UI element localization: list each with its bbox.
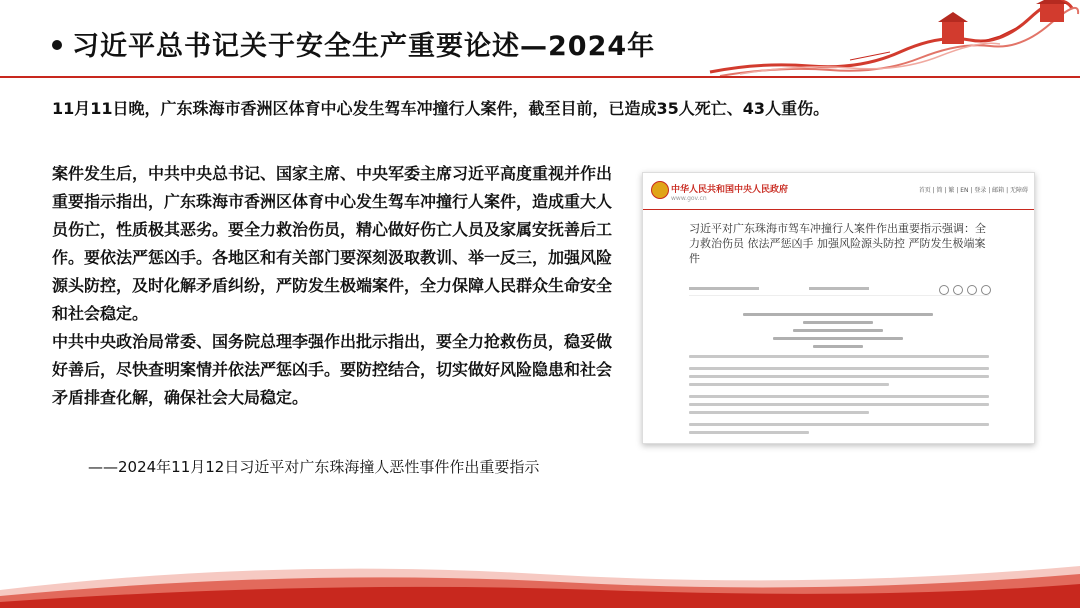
title-bullet bbox=[52, 40, 62, 50]
gov-article-title: 习近平对广东珠海市驾车冲撞行人案件作出重要指示强调：全力救治伤员 依法严惩凶手 加强风险源头防控 严防发生极端案件 bbox=[689, 222, 986, 265]
title-bar bbox=[0, 0, 1080, 78]
bottom-wave-decoration bbox=[0, 560, 1080, 608]
page-title: 习近平总书记关于安全生产重要论述—2024年 bbox=[72, 31, 656, 62]
gov-site-name: 中华人民共和国中央人民政府 bbox=[671, 185, 789, 195]
great-wall-icon bbox=[700, 0, 1080, 78]
gov-site-nav: 首页 | 简 | 繁 | EN | 登录 | 邮箱 | 无障碍 bbox=[918, 187, 1028, 194]
paragraph-li-instruction: 中共中央政治局常委、国务院总理李强作出批示指出，要全力抢救伤员，稳妥做好善后，尽快查明案情并依法严惩凶手。要防控结合，切实做好风险隐患和社会矛盾排查化解，确保社会大局稳定。 bbox=[52, 332, 613, 407]
national-emblem-icon bbox=[651, 181, 669, 199]
instruction-text-block bbox=[52, 160, 618, 412]
gov-article-screenshot bbox=[642, 172, 1035, 444]
gov-article-meta bbox=[689, 285, 989, 296]
lead-text: 11月11日晚，广东珠海市香洲区体育中心发生驾车冲撞行人案件，截至目前，已造成35人死亡、43人重伤。 bbox=[52, 99, 830, 118]
title-divider bbox=[0, 76, 1080, 78]
gov-site-header bbox=[643, 173, 1034, 210]
paragraph-xi-instruction: 案件发生后，中共中央总书记、国家主席、中央军委主席习近平高度重视并作出重要指示指出，广东珠海市香洲区体育中心发生驾车冲撞行人案件，造成重大人员伤亡，性质极其恶劣。要全力救治伤员，精心做好伤亡人员及家属安抚善后工作。要依法严惩凶手。各地区和有关部门要深刻汲取教训、举一反三，加强风险源头防控，及时化解矛盾纠纷，严防发生极端案件，全力保障人民群众生命安全和社会稳定。 bbox=[52, 164, 613, 323]
source-attribution: ——2024年11月12日习近平对广东珠海撞人恶性事件作出重要指示 bbox=[88, 458, 540, 476]
gov-site-url: www.gov.cn bbox=[671, 195, 707, 202]
